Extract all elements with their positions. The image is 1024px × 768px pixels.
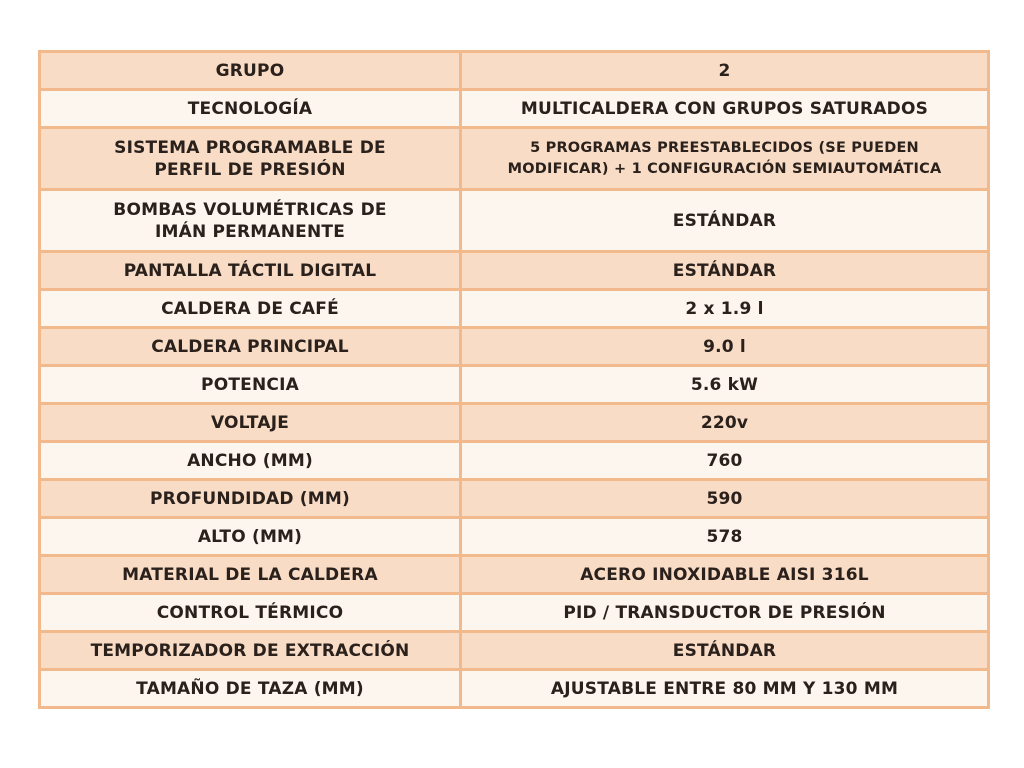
- table-row: [40, 128, 989, 190]
- spec-value: PID / TRANSDUCTOR DE PRESIÓN: [461, 594, 989, 632]
- spec-table: [38, 50, 990, 709]
- spec-value: MULTICALDERA CON GRUPOS SATURADOS: [461, 90, 989, 128]
- table-row: [40, 290, 989, 328]
- table-row: [40, 518, 989, 556]
- table-row: [40, 52, 989, 90]
- spec-label: PROFUNDIDAD (MM): [40, 480, 461, 518]
- table-row: [40, 252, 989, 290]
- spec-label-line: IMÁN PERMANENTE: [154, 221, 346, 242]
- spec-label: TAMAÑO DE TAZA (MM): [40, 670, 461, 708]
- spec-label: TEMPORIZADOR DE EXTRACCIÓN: [40, 632, 461, 670]
- spec-label-line: SISTEMA PROGRAMABLE DE: [114, 137, 386, 158]
- table-row: [40, 594, 989, 632]
- spec-label: CONTROL TÉRMICO: [40, 594, 461, 632]
- spec-value: 220v: [461, 404, 989, 442]
- table-row: [40, 556, 989, 594]
- spec-label: VOLTAJE: [40, 404, 461, 442]
- spec-label: ALTO (MM): [40, 518, 461, 556]
- table-row: [40, 90, 989, 128]
- spec-value: 9.0 l: [461, 328, 989, 366]
- spec-label: [40, 190, 461, 252]
- spec-label: POTENCIA: [40, 366, 461, 404]
- table-row: [40, 328, 989, 366]
- spec-value: ACERO INOXIDABLE AISI 316L: [461, 556, 989, 594]
- table-row: [40, 404, 989, 442]
- table-row: [40, 670, 989, 708]
- spec-label: GRUPO: [40, 52, 461, 90]
- spec-label: ANCHO (MM): [40, 442, 461, 480]
- spec-label: MATERIAL DE LA CALDERA: [40, 556, 461, 594]
- table-row: [40, 480, 989, 518]
- spec-label: CALDERA PRINCIPAL: [40, 328, 461, 366]
- spec-value: 5.6 kW: [461, 366, 989, 404]
- table-row: [40, 632, 989, 670]
- spec-value: [461, 128, 989, 190]
- spec-label: PANTALLA TÁCTIL DIGITAL: [40, 252, 461, 290]
- spec-value: AJUSTABLE ENTRE 80 MM Y 130 MM: [461, 670, 989, 708]
- table-row: [40, 366, 989, 404]
- spec-value-line: MODIFICAR) + 1 CONFIGURACIÓN SEMIAUTOMÁTICA: [507, 160, 942, 177]
- spec-value: ESTÁNDAR: [461, 252, 989, 290]
- spec-label: TECNOLOGÍA: [40, 90, 461, 128]
- table-row: [40, 442, 989, 480]
- spec-label-line: PERFIL DE PRESIÓN: [154, 159, 346, 180]
- spec-value: 590: [461, 480, 989, 518]
- spec-value: 578: [461, 518, 989, 556]
- spec-value: ESTÁNDAR: [461, 190, 989, 252]
- spec-label: CALDERA DE CAFÉ: [40, 290, 461, 328]
- spec-value: 2 x 1.9 l: [461, 290, 989, 328]
- spec-value: 760: [461, 442, 989, 480]
- table-row: [40, 190, 989, 252]
- spec-value-line: 5 PROGRAMAS PREESTABLECIDOS (SE PUEDEN: [530, 139, 919, 156]
- spec-label-line: BOMBAS VOLUMÉTRICAS DE: [113, 199, 387, 220]
- spec-value: ESTÁNDAR: [461, 632, 989, 670]
- spec-value: 2: [461, 52, 989, 90]
- spec-label: [40, 128, 461, 190]
